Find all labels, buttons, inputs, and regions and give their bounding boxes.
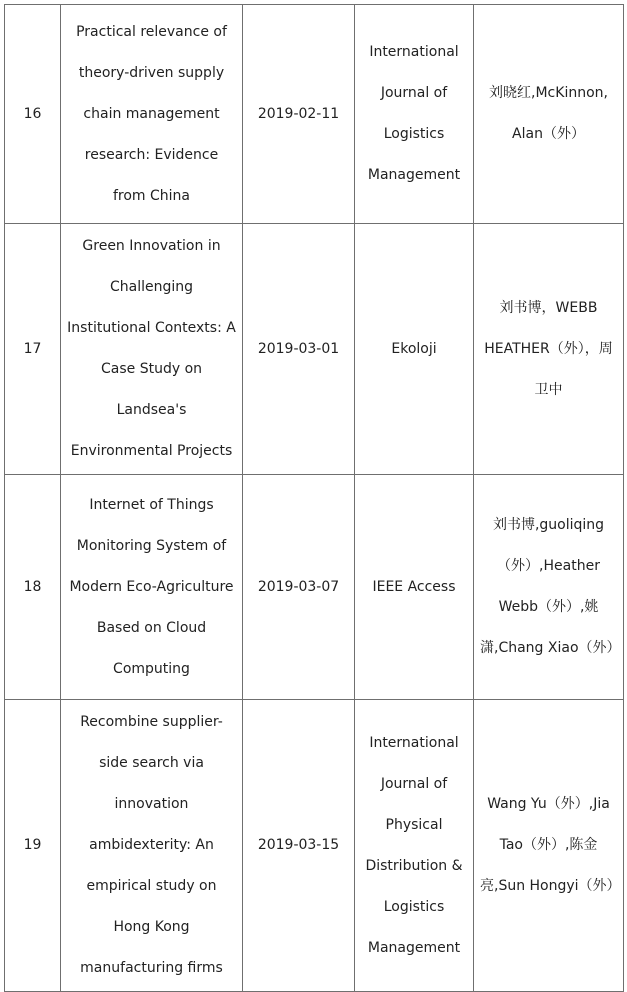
journal-cell: IEEE Access xyxy=(355,475,474,700)
authors-cell: 刘晓红,McKinnon, Alan（外） xyxy=(474,5,624,224)
authors-cell: 刘书博,guoliqing（外）,Heather Webb（外）,姚潇,Chang Xiao（外） xyxy=(474,475,624,700)
authors-cell: Wang Yu（外）,Jia Tao（外）,陈金亮,Sun Hongyi（外） xyxy=(474,700,624,992)
row-index-cell: 18 xyxy=(5,475,61,700)
paper-title-cell: Recombine supplier-side search via innovation ambidexterity: An empirical study on Hong Kong manufacturing firms xyxy=(61,700,243,992)
publications-table xyxy=(4,4,624,992)
authors-cell: 刘书博，WEBB HEATHER（外），周卫中 xyxy=(474,224,624,475)
row-index-cell: 19 xyxy=(5,700,61,992)
paper-title-cell: Green Innovation in Challenging Institutional Contexts: A Case Study on Landsea's Environmental Projects xyxy=(61,224,243,475)
table-row xyxy=(5,700,624,992)
publish-date-cell: 2019-03-01 xyxy=(243,224,355,475)
publish-date-cell: 2019-02-11 xyxy=(243,5,355,224)
table-row xyxy=(5,224,624,475)
journal-cell: Ekoloji xyxy=(355,224,474,475)
paper-title-cell: Practical relevance of theory-driven supply chain management research: Evidence from China xyxy=(61,5,243,224)
row-index-cell: 16 xyxy=(5,5,61,224)
table-row xyxy=(5,475,624,700)
table-row xyxy=(5,5,624,224)
paper-title-cell: Internet of Things Monitoring System of Modern Eco-Agriculture Based on Cloud Computing xyxy=(61,475,243,700)
journal-cell: International Journal of Physical Distribution & Logistics Management xyxy=(355,700,474,992)
row-index-cell: 17 xyxy=(5,224,61,475)
journal-cell: International Journal of Logistics Management xyxy=(355,5,474,224)
publish-date-cell: 2019-03-07 xyxy=(243,475,355,700)
publish-date-cell: 2019-03-15 xyxy=(243,700,355,992)
